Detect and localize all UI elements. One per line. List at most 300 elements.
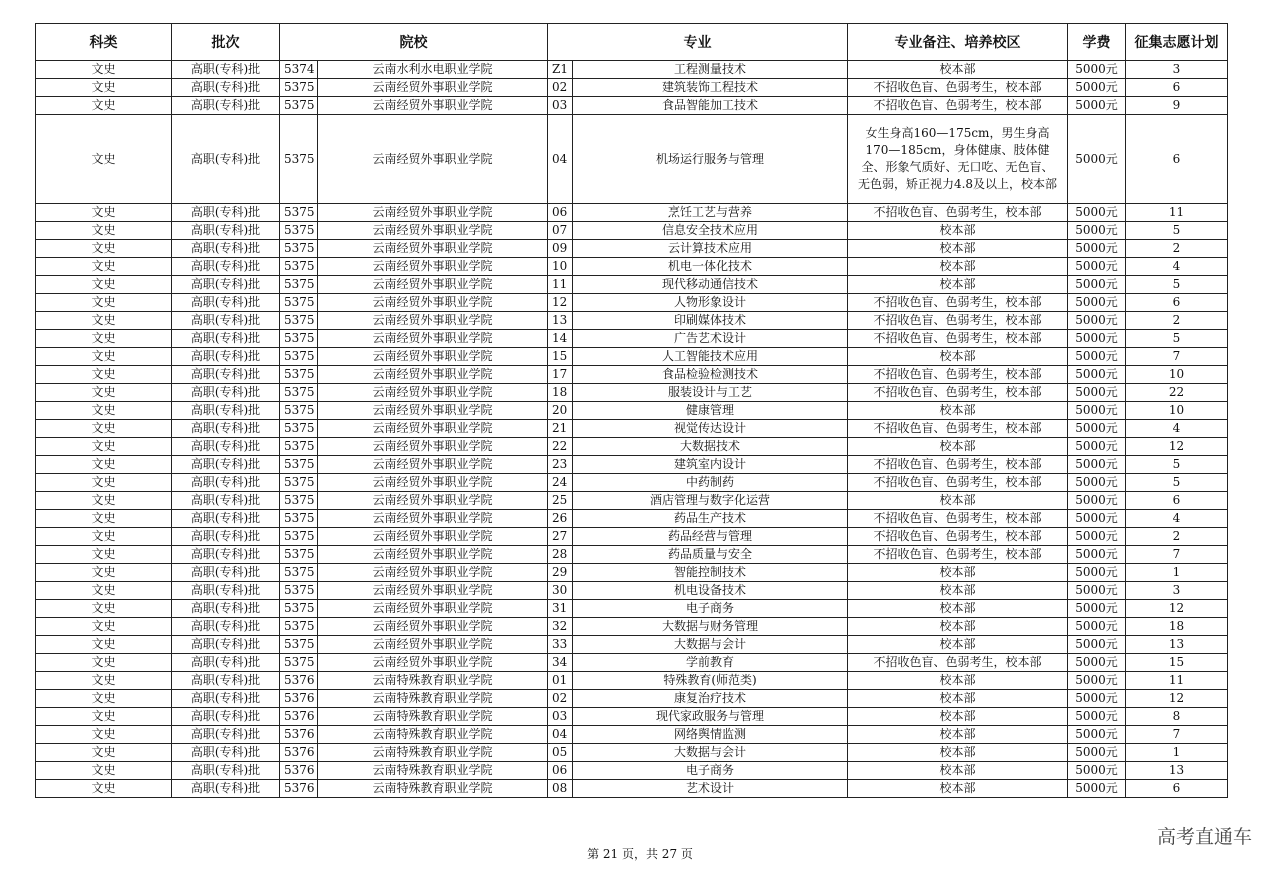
school-code-cell: 5375	[280, 348, 318, 366]
major-name-cell: 人工智能技术应用	[573, 348, 848, 366]
major-name-cell: 智能控制技术	[573, 564, 848, 582]
batch-cell: 高职(专科)批	[172, 708, 280, 726]
remarks-cell: 不招收色盲、色弱考生，校本部	[848, 312, 1068, 330]
category-cell: 文史	[36, 240, 172, 258]
major-name-cell: 大数据技术	[573, 438, 848, 456]
category-cell: 文史	[36, 618, 172, 636]
major-code-cell: 18	[548, 384, 573, 402]
remarks-cell: 不招收色盲、色弱考生，校本部	[848, 79, 1068, 97]
plan-count-cell: 12	[1126, 600, 1228, 618]
header-school: 院校	[280, 24, 548, 61]
major-code-cell: 10	[548, 258, 573, 276]
table-row	[36, 672, 1228, 690]
tuition-cell: 5000元	[1068, 384, 1126, 402]
table-row	[36, 780, 1228, 798]
table-row	[36, 276, 1228, 294]
plan-count-cell: 7	[1126, 348, 1228, 366]
batch-cell: 高职(专科)批	[172, 726, 280, 744]
major-name-cell: 药品经营与管理	[573, 528, 848, 546]
major-code-cell: 21	[548, 420, 573, 438]
school-name-cell: 云南经贸外事职业学院	[318, 528, 548, 546]
plan-count-cell: 12	[1126, 438, 1228, 456]
tuition-cell: 5000元	[1068, 97, 1126, 115]
major-code-cell: 26	[548, 510, 573, 528]
tuition-cell: 5000元	[1068, 780, 1126, 798]
table-row	[36, 762, 1228, 780]
category-cell: 文史	[36, 312, 172, 330]
tuition-cell: 5000元	[1068, 726, 1126, 744]
school-code-cell: 5375	[280, 384, 318, 402]
category-cell: 文史	[36, 204, 172, 222]
plan-count-cell: 4	[1126, 258, 1228, 276]
school-code-cell: 5376	[280, 744, 318, 762]
remarks-cell: 不招收色盲、色弱考生，校本部	[848, 384, 1068, 402]
batch-cell: 高职(专科)批	[172, 115, 280, 204]
major-code-cell: 03	[548, 708, 573, 726]
batch-cell: 高职(专科)批	[172, 744, 280, 762]
category-cell: 文史	[36, 348, 172, 366]
batch-cell: 高职(专科)批	[172, 79, 280, 97]
tuition-cell: 5000元	[1068, 294, 1126, 312]
tuition-cell: 5000元	[1068, 510, 1126, 528]
remarks-cell: 不招收色盲、色弱考生，校本部	[848, 204, 1068, 222]
major-name-cell: 大数据与财务管理	[573, 618, 848, 636]
table-row	[36, 420, 1228, 438]
header-remarks: 专业备注、培养校区	[848, 24, 1068, 61]
remarks-cell: 校本部	[848, 240, 1068, 258]
major-name-cell: 健康管理	[573, 402, 848, 420]
major-code-cell: 23	[548, 456, 573, 474]
school-code-cell: 5376	[280, 672, 318, 690]
major-name-cell: 电子商务	[573, 762, 848, 780]
school-code-cell: 5375	[280, 115, 318, 204]
table-row	[36, 222, 1228, 240]
category-cell: 文史	[36, 384, 172, 402]
school-name-cell: 云南特殊教育职业学院	[318, 708, 548, 726]
school-code-cell: 5375	[280, 510, 318, 528]
remarks-cell: 校本部	[848, 636, 1068, 654]
major-name-cell: 药品质量与安全	[573, 546, 848, 564]
major-code-cell: 08	[548, 780, 573, 798]
plan-count-cell: 1	[1126, 564, 1228, 582]
category-cell: 文史	[36, 654, 172, 672]
school-name-cell: 云南特殊教育职业学院	[318, 726, 548, 744]
major-name-cell: 人物形象设计	[573, 294, 848, 312]
tuition-cell: 5000元	[1068, 528, 1126, 546]
category-cell: 文史	[36, 780, 172, 798]
enrollment-table	[35, 23, 1228, 798]
major-code-cell: 15	[548, 348, 573, 366]
major-code-cell: 25	[548, 492, 573, 510]
category-cell: 文史	[36, 474, 172, 492]
watermark-text: 高考直通车	[1156, 826, 1252, 848]
major-code-cell: 06	[548, 762, 573, 780]
plan-count-cell: 11	[1126, 204, 1228, 222]
plan-count-cell: 6	[1126, 79, 1228, 97]
major-name-cell: 学前教育	[573, 654, 848, 672]
major-name-cell: 信息安全技术应用	[573, 222, 848, 240]
school-code-cell: 5375	[280, 600, 318, 618]
batch-cell: 高职(专科)批	[172, 510, 280, 528]
tuition-cell: 5000元	[1068, 115, 1126, 204]
major-name-cell: 中药制药	[573, 474, 848, 492]
batch-cell: 高职(专科)批	[172, 366, 280, 384]
major-name-cell: 艺术设计	[573, 780, 848, 798]
school-name-cell: 云南经贸外事职业学院	[318, 204, 548, 222]
tuition-cell: 5000元	[1068, 546, 1126, 564]
table-row	[36, 456, 1228, 474]
remarks-cell: 不招收色盲、色弱考生，校本部	[848, 97, 1068, 115]
major-name-cell: 烹饪工艺与营养	[573, 204, 848, 222]
major-code-cell: 34	[548, 654, 573, 672]
category-cell: 文史	[36, 564, 172, 582]
school-name-cell: 云南经贸外事职业学院	[318, 330, 548, 348]
remarks-cell: 不招收色盲、色弱考生，校本部	[848, 456, 1068, 474]
category-cell: 文史	[36, 492, 172, 510]
major-code-cell: 22	[548, 438, 573, 456]
school-name-cell: 云南经贸外事职业学院	[318, 240, 548, 258]
batch-cell: 高职(专科)批	[172, 582, 280, 600]
major-name-cell: 建筑装饰工程技术	[573, 79, 848, 97]
category-cell: 文史	[36, 420, 172, 438]
remarks-cell: 校本部	[848, 780, 1068, 798]
remarks-cell: 校本部	[848, 690, 1068, 708]
table-body	[36, 61, 1228, 798]
plan-count-cell: 6	[1126, 492, 1228, 510]
remarks-cell: 不招收色盲、色弱考生，校本部	[848, 294, 1068, 312]
school-name-cell: 云南经贸外事职业学院	[318, 348, 548, 366]
tuition-cell: 5000元	[1068, 474, 1126, 492]
batch-cell: 高职(专科)批	[172, 762, 280, 780]
school-code-cell: 5375	[280, 276, 318, 294]
table-row	[36, 654, 1228, 672]
remarks-cell: 校本部	[848, 582, 1068, 600]
major-code-cell: 11	[548, 276, 573, 294]
category-cell: 文史	[36, 330, 172, 348]
header-major: 专业	[548, 24, 848, 61]
school-code-cell: 5375	[280, 618, 318, 636]
tuition-cell: 5000元	[1068, 240, 1126, 258]
category-cell: 文史	[36, 258, 172, 276]
major-name-cell: 食品检验检测技术	[573, 366, 848, 384]
table-row	[36, 744, 1228, 762]
category-cell: 文史	[36, 690, 172, 708]
plan-count-cell: 2	[1126, 312, 1228, 330]
batch-cell: 高职(专科)批	[172, 654, 280, 672]
remarks-cell: 校本部	[848, 61, 1068, 79]
plan-count-cell: 1	[1126, 744, 1228, 762]
category-cell: 文史	[36, 708, 172, 726]
school-name-cell: 云南经贸外事职业学院	[318, 492, 548, 510]
remarks-cell: 不招收色盲、色弱考生，校本部	[848, 528, 1068, 546]
remarks-cell: 不招收色盲、色弱考生，校本部	[848, 366, 1068, 384]
batch-cell: 高职(专科)批	[172, 438, 280, 456]
batch-cell: 高职(专科)批	[172, 294, 280, 312]
tuition-cell: 5000元	[1068, 258, 1126, 276]
school-code-cell: 5375	[280, 79, 318, 97]
school-code-cell: 5375	[280, 492, 318, 510]
major-code-cell: 20	[548, 402, 573, 420]
school-code-cell: 5376	[280, 690, 318, 708]
tuition-cell: 5000元	[1068, 654, 1126, 672]
major-code-cell: 17	[548, 366, 573, 384]
school-code-cell: 5375	[280, 546, 318, 564]
plan-count-cell: 18	[1126, 618, 1228, 636]
remarks-cell: 女生身高160—175cm，男生身高170—185cm，身体健康、肢体健全、形象气质好、无口吃、无色盲、无色弱，矫正视力4.8及以上，校本部	[848, 115, 1068, 204]
table-row	[36, 708, 1228, 726]
major-code-cell: 12	[548, 294, 573, 312]
category-cell: 文史	[36, 636, 172, 654]
remarks-cell: 校本部	[848, 564, 1068, 582]
school-code-cell: 5375	[280, 456, 318, 474]
batch-cell: 高职(专科)批	[172, 528, 280, 546]
remarks-cell: 校本部	[848, 600, 1068, 618]
remarks-cell: 校本部	[848, 762, 1068, 780]
category-cell: 文史	[36, 402, 172, 420]
plan-count-cell: 6	[1126, 115, 1228, 204]
table-row	[36, 582, 1228, 600]
header-row	[36, 24, 1228, 61]
major-code-cell: 24	[548, 474, 573, 492]
table-row	[36, 97, 1228, 115]
plan-count-cell: 3	[1126, 582, 1228, 600]
tuition-cell: 5000元	[1068, 636, 1126, 654]
school-code-cell: 5375	[280, 474, 318, 492]
school-code-cell: 5375	[280, 420, 318, 438]
category-cell: 文史	[36, 582, 172, 600]
tuition-cell: 5000元	[1068, 762, 1126, 780]
school-name-cell: 云南经贸外事职业学院	[318, 258, 548, 276]
remarks-cell: 校本部	[848, 618, 1068, 636]
school-name-cell: 云南经贸外事职业学院	[318, 276, 548, 294]
remarks-cell: 不招收色盲、色弱考生，校本部	[848, 654, 1068, 672]
school-name-cell: 云南经贸外事职业学院	[318, 438, 548, 456]
major-name-cell: 特殊教育(师范类)	[573, 672, 848, 690]
major-name-cell: 网络舆情监测	[573, 726, 848, 744]
category-cell: 文史	[36, 61, 172, 79]
major-name-cell: 食品智能加工技术	[573, 97, 848, 115]
major-code-cell: 05	[548, 744, 573, 762]
tuition-cell: 5000元	[1068, 348, 1126, 366]
table-row	[36, 690, 1228, 708]
major-code-cell: 31	[548, 600, 573, 618]
tuition-cell: 5000元	[1068, 420, 1126, 438]
school-name-cell: 云南经贸外事职业学院	[318, 546, 548, 564]
table-row	[36, 115, 1228, 204]
school-code-cell: 5375	[280, 330, 318, 348]
school-name-cell: 云南特殊教育职业学院	[318, 762, 548, 780]
major-code-cell: 29	[548, 564, 573, 582]
table-row	[36, 528, 1228, 546]
remarks-cell: 校本部	[848, 402, 1068, 420]
tuition-cell: 5000元	[1068, 708, 1126, 726]
plan-count-cell: 5	[1126, 222, 1228, 240]
school-code-cell: 5375	[280, 438, 318, 456]
category-cell: 文史	[36, 294, 172, 312]
table-row	[36, 79, 1228, 97]
school-code-cell: 5376	[280, 762, 318, 780]
school-name-cell: 云南经贸外事职业学院	[318, 366, 548, 384]
tuition-cell: 5000元	[1068, 438, 1126, 456]
header-batch: 批次	[172, 24, 280, 61]
category-cell: 文史	[36, 222, 172, 240]
batch-cell: 高职(专科)批	[172, 618, 280, 636]
batch-cell: 高职(专科)批	[172, 564, 280, 582]
major-code-cell: 28	[548, 546, 573, 564]
major-code-cell: Z1	[548, 61, 573, 79]
major-name-cell: 药品生产技术	[573, 510, 848, 528]
tuition-cell: 5000元	[1068, 330, 1126, 348]
tuition-cell: 5000元	[1068, 618, 1126, 636]
category-cell: 文史	[36, 726, 172, 744]
plan-count-cell: 5	[1126, 330, 1228, 348]
tuition-cell: 5000元	[1068, 564, 1126, 582]
category-cell: 文史	[36, 510, 172, 528]
plan-count-cell: 13	[1126, 762, 1228, 780]
school-name-cell: 云南经贸外事职业学院	[318, 384, 548, 402]
plan-count-cell: 22	[1126, 384, 1228, 402]
major-name-cell: 机电设备技术	[573, 582, 848, 600]
school-name-cell: 云南特殊教育职业学院	[318, 672, 548, 690]
major-name-cell: 现代家政服务与管理	[573, 708, 848, 726]
school-code-cell: 5376	[280, 726, 318, 744]
remarks-cell: 校本部	[848, 276, 1068, 294]
major-name-cell: 康复治疗技术	[573, 690, 848, 708]
school-code-cell: 5375	[280, 654, 318, 672]
table-row	[36, 564, 1228, 582]
batch-cell: 高职(专科)批	[172, 97, 280, 115]
major-name-cell: 现代移动通信技术	[573, 276, 848, 294]
remarks-cell: 校本部	[848, 672, 1068, 690]
tuition-cell: 5000元	[1068, 61, 1126, 79]
major-name-cell: 印刷媒体技术	[573, 312, 848, 330]
batch-cell: 高职(专科)批	[172, 312, 280, 330]
table-row	[36, 204, 1228, 222]
school-name-cell: 云南经贸外事职业学院	[318, 402, 548, 420]
table-row	[36, 492, 1228, 510]
table-row	[36, 546, 1228, 564]
school-name-cell: 云南水利水电职业学院	[318, 61, 548, 79]
school-code-cell: 5375	[280, 636, 318, 654]
remarks-cell: 校本部	[848, 492, 1068, 510]
school-name-cell: 云南经贸外事职业学院	[318, 294, 548, 312]
school-name-cell: 云南经贸外事职业学院	[318, 636, 548, 654]
tuition-cell: 5000元	[1068, 492, 1126, 510]
plan-count-cell: 9	[1126, 97, 1228, 115]
category-cell: 文史	[36, 762, 172, 780]
school-code-cell: 5375	[280, 564, 318, 582]
major-code-cell: 13	[548, 312, 573, 330]
major-code-cell: 02	[548, 690, 573, 708]
table-row	[36, 366, 1228, 384]
major-code-cell: 30	[548, 582, 573, 600]
plan-count-cell: 7	[1126, 726, 1228, 744]
school-name-cell: 云南经贸外事职业学院	[318, 474, 548, 492]
major-name-cell: 酒店管理与数字化运营	[573, 492, 848, 510]
table-row	[36, 402, 1228, 420]
school-name-cell: 云南特殊教育职业学院	[318, 744, 548, 762]
batch-cell: 高职(专科)批	[172, 222, 280, 240]
tuition-cell: 5000元	[1068, 312, 1126, 330]
plan-count-cell: 3	[1126, 61, 1228, 79]
table-row	[36, 348, 1228, 366]
school-name-cell: 云南经贸外事职业学院	[318, 600, 548, 618]
batch-cell: 高职(专科)批	[172, 204, 280, 222]
school-name-cell: 云南经贸外事职业学院	[318, 510, 548, 528]
major-name-cell: 大数据与会计	[573, 636, 848, 654]
plan-count-cell: 5	[1126, 456, 1228, 474]
batch-cell: 高职(专科)批	[172, 492, 280, 510]
school-name-cell: 云南经贸外事职业学院	[318, 456, 548, 474]
table-row	[36, 312, 1228, 330]
remarks-cell: 不招收色盲、色弱考生，校本部	[848, 330, 1068, 348]
category-cell: 文史	[36, 276, 172, 294]
school-name-cell: 云南经贸外事职业学院	[318, 115, 548, 204]
school-code-cell: 5375	[280, 240, 318, 258]
major-name-cell: 机电一体化技术	[573, 258, 848, 276]
major-code-cell: 03	[548, 97, 573, 115]
major-name-cell: 大数据与会计	[573, 744, 848, 762]
table-row	[36, 510, 1228, 528]
school-code-cell: 5375	[280, 312, 318, 330]
tuition-cell: 5000元	[1068, 600, 1126, 618]
table-row	[36, 258, 1228, 276]
batch-cell: 高职(专科)批	[172, 61, 280, 79]
table-row	[36, 61, 1228, 79]
tuition-cell: 5000元	[1068, 672, 1126, 690]
table-row	[36, 240, 1228, 258]
plan-count-cell: 5	[1126, 276, 1228, 294]
remarks-cell: 校本部	[848, 348, 1068, 366]
batch-cell: 高职(专科)批	[172, 258, 280, 276]
table-row	[36, 384, 1228, 402]
plan-count-cell: 2	[1126, 528, 1228, 546]
major-code-cell: 04	[548, 726, 573, 744]
major-code-cell: 06	[548, 204, 573, 222]
category-cell: 文史	[36, 546, 172, 564]
category-cell: 文史	[36, 97, 172, 115]
plan-count-cell: 10	[1126, 402, 1228, 420]
major-name-cell: 工程测量技术	[573, 61, 848, 79]
category-cell: 文史	[36, 115, 172, 204]
category-cell: 文史	[36, 528, 172, 546]
category-cell: 文史	[36, 438, 172, 456]
plan-count-cell: 4	[1126, 510, 1228, 528]
tuition-cell: 5000元	[1068, 456, 1126, 474]
plan-count-cell: 10	[1126, 366, 1228, 384]
remarks-cell: 校本部	[848, 258, 1068, 276]
remarks-cell: 校本部	[848, 438, 1068, 456]
school-name-cell: 云南经贸外事职业学院	[318, 97, 548, 115]
tuition-cell: 5000元	[1068, 222, 1126, 240]
major-code-cell: 14	[548, 330, 573, 348]
batch-cell: 高职(专科)批	[172, 672, 280, 690]
plan-count-cell: 11	[1126, 672, 1228, 690]
major-code-cell: 32	[548, 618, 573, 636]
school-code-cell: 5375	[280, 222, 318, 240]
plan-count-cell: 2	[1126, 240, 1228, 258]
school-name-cell: 云南经贸外事职业学院	[318, 618, 548, 636]
school-code-cell: 5375	[280, 582, 318, 600]
school-code-cell: 5375	[280, 97, 318, 115]
plan-count-cell: 7	[1126, 546, 1228, 564]
major-name-cell: 服装设计与工艺	[573, 384, 848, 402]
school-code-cell: 5375	[280, 204, 318, 222]
major-code-cell: 04	[548, 115, 573, 204]
plan-count-cell: 15	[1126, 654, 1228, 672]
header-plan: 征集志愿计划	[1126, 24, 1228, 61]
school-code-cell: 5375	[280, 294, 318, 312]
